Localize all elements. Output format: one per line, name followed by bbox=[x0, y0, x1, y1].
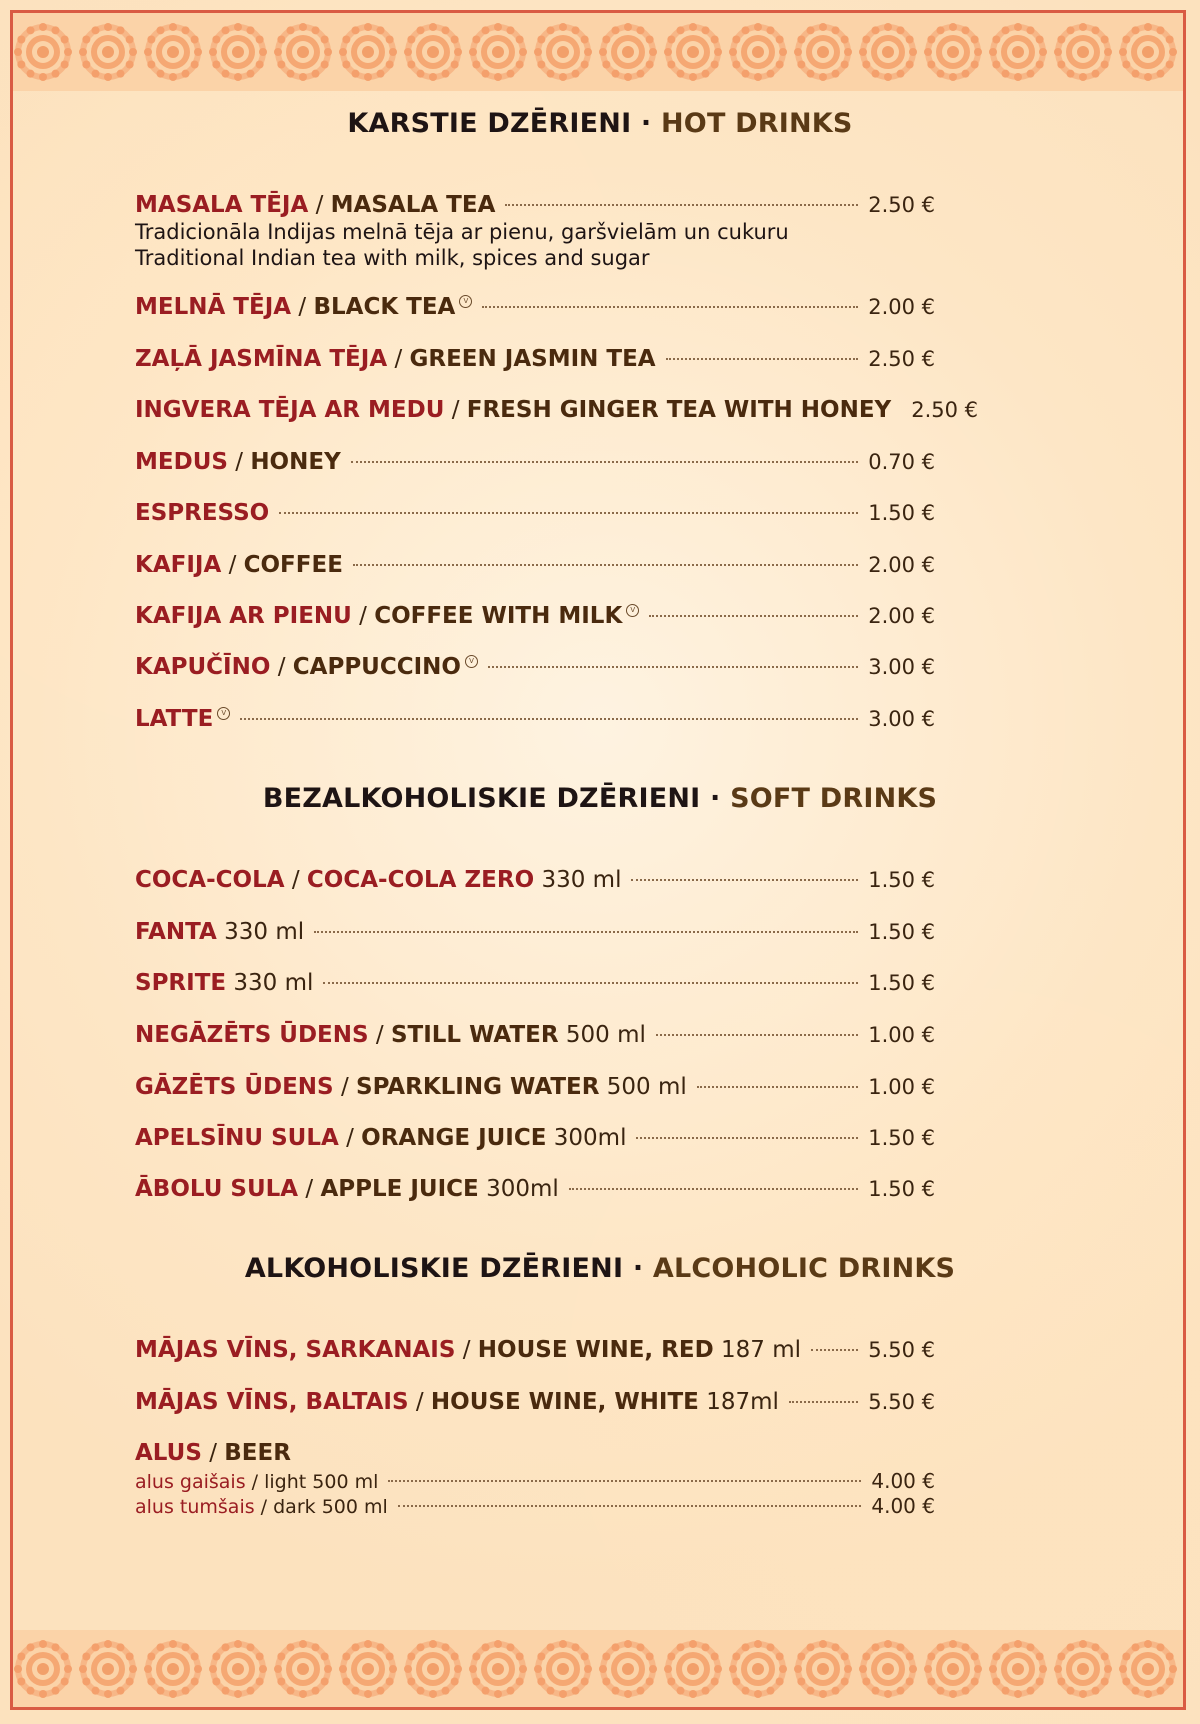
vegetarian-icon: V bbox=[626, 604, 639, 617]
item-name-en: STILL WATER bbox=[390, 1022, 559, 1048]
item-name-lv: APELSĪNU SULA bbox=[135, 1125, 339, 1151]
dot-leader bbox=[697, 1082, 858, 1088]
item-volume: 500 ml bbox=[312, 1471, 379, 1493]
item-volume: 300ml bbox=[553, 1125, 627, 1151]
item-price: 2.00 € bbox=[868, 604, 935, 628]
item-volume: 330 ml bbox=[224, 919, 305, 945]
item-price: 2.50 € bbox=[911, 398, 978, 422]
item-name-lv: COCA-COLA bbox=[135, 867, 285, 893]
item-name-lv: MĀJAS VĪNS, BALTAIS bbox=[135, 1389, 409, 1415]
section-heading-hot-drinks bbox=[0, 108, 1200, 139]
dot-leader bbox=[666, 354, 859, 360]
item-name-en: COFFEE bbox=[243, 552, 343, 578]
item-price: 2.00 € bbox=[868, 553, 935, 577]
dot-leader bbox=[505, 200, 858, 206]
item-volume: 187 ml bbox=[721, 1337, 802, 1363]
dot-leader bbox=[656, 1030, 858, 1036]
heading-separator: · bbox=[632, 1253, 644, 1284]
item-price: 1.50 € bbox=[868, 868, 935, 892]
dot-leader bbox=[649, 611, 858, 617]
menu-item-house-wine-white bbox=[135, 1389, 935, 1419]
item-price: 2.50 € bbox=[868, 193, 935, 217]
slash: / bbox=[375, 1022, 384, 1048]
slash: / bbox=[394, 346, 403, 372]
item-name-lv: ESPRESSO bbox=[135, 500, 270, 526]
menu-item-coca-cola bbox=[135, 867, 935, 897]
item-volume: 500 ml bbox=[606, 1074, 687, 1100]
vegetarian-icon: V bbox=[217, 707, 230, 720]
dot-leader bbox=[482, 302, 858, 308]
menu-item-espresso bbox=[135, 500, 935, 530]
item-price: 1.50 € bbox=[868, 920, 935, 944]
item-name-lv: SPRITE bbox=[135, 970, 227, 996]
dot-leader bbox=[351, 457, 858, 463]
dot-leader bbox=[569, 1184, 858, 1190]
slash: / bbox=[305, 1176, 314, 1202]
dot-leader bbox=[279, 508, 858, 514]
item-name-lv: MELNĀ TĒJA bbox=[135, 294, 292, 320]
menu-item-honey bbox=[135, 449, 935, 479]
dot-leader bbox=[488, 662, 858, 668]
menu-item-orange-juice bbox=[135, 1125, 935, 1155]
slash: / bbox=[251, 1471, 259, 1493]
item-price: 2.50 € bbox=[868, 347, 935, 371]
menu-item-coffee bbox=[135, 552, 935, 582]
item-name-lv: MĀJAS VĪNS, SARKANAIS bbox=[135, 1337, 456, 1363]
dot-leader bbox=[388, 1476, 861, 1482]
item-volume: 330 ml bbox=[541, 867, 622, 893]
item-price: 4.00 € bbox=[871, 1469, 935, 1493]
slash: / bbox=[209, 1440, 217, 1466]
item-price: 1.00 € bbox=[868, 1023, 935, 1047]
item-name-en: HOUSE WINE, WHITE bbox=[430, 1389, 699, 1415]
item-name-lv: LATTE bbox=[135, 706, 214, 732]
item-price: 1.50 € bbox=[868, 971, 935, 995]
item-name-en: BEER bbox=[224, 1440, 291, 1466]
slash: / bbox=[340, 1074, 349, 1100]
dot-leader bbox=[789, 1397, 858, 1403]
slash: / bbox=[359, 603, 367, 629]
item-price: 0.70 € bbox=[868, 450, 935, 474]
menu-item-latte bbox=[135, 706, 935, 736]
slash: / bbox=[291, 867, 300, 893]
item-volume: 187ml bbox=[706, 1389, 779, 1415]
heading-lv: ALKOHOLISKIE DZĒRIENI bbox=[244, 1253, 624, 1284]
menu-item-green-jasmin-tea bbox=[135, 346, 935, 376]
item-volume: 500 ml bbox=[321, 1496, 388, 1518]
slash: / bbox=[451, 397, 460, 423]
slash: / bbox=[315, 192, 324, 218]
variant-name-en: light bbox=[264, 1471, 307, 1493]
description-en: Traditional Indian tea with milk, spices and sugar bbox=[135, 246, 650, 270]
item-price: 1.50 € bbox=[868, 501, 935, 525]
item-name-lv: ĀBOLU SULA bbox=[135, 1176, 299, 1202]
item-name-en: GREEN JASMIN TEA bbox=[409, 346, 656, 372]
section-heading-soft-drinks bbox=[0, 783, 1200, 814]
menu-item-masala-tea bbox=[135, 192, 935, 222]
menu-item-beer bbox=[135, 1440, 935, 1470]
menu-item-house-wine-red bbox=[135, 1337, 935, 1367]
item-name-lv: NEGĀZĒTS ŪDENS bbox=[135, 1022, 369, 1048]
heading-separator: · bbox=[640, 108, 652, 139]
item-name-lv: ALUS bbox=[135, 1440, 202, 1466]
item-price: 1.00 € bbox=[868, 1075, 935, 1099]
variant-name-lv: alus gaišais bbox=[135, 1471, 246, 1493]
menu-item-sparkling-water bbox=[135, 1074, 935, 1104]
item-name-lv-alt: COCA-COLA ZERO bbox=[306, 867, 535, 893]
beer-variant-light bbox=[135, 1469, 935, 1495]
item-volume: 500 ml bbox=[565, 1022, 646, 1048]
heading-en: SOFT DRINKS bbox=[730, 783, 938, 814]
menu-item-still-water bbox=[135, 1022, 935, 1052]
variant-name-lv: alus tumšais bbox=[135, 1496, 255, 1518]
heading-lv: BEZALKOHOLISKIE DZĒRIENI bbox=[262, 783, 701, 814]
item-price: 5.50 € bbox=[868, 1390, 935, 1414]
item-price: 1.50 € bbox=[868, 1126, 935, 1150]
heading-lv: KARSTIE DZĒRIENI bbox=[347, 108, 632, 139]
vegetarian-icon: V bbox=[465, 655, 478, 668]
variant-name-en: dark bbox=[273, 1496, 316, 1518]
item-name-en: SPARKLING WATER bbox=[356, 1074, 600, 1100]
item-name-en: FRESH GINGER TEA WITH HONEY bbox=[466, 397, 892, 423]
dot-leader bbox=[323, 978, 858, 984]
dot-leader bbox=[240, 714, 858, 720]
dot-leader bbox=[631, 875, 858, 881]
item-price: 2.00 € bbox=[868, 295, 935, 319]
heading-en: ALCOHOLIC DRINKS bbox=[652, 1253, 956, 1284]
menu-item-sprite bbox=[135, 970, 935, 1000]
item-name-lv: INGVERA TĒJA AR MEDU bbox=[135, 397, 445, 423]
item-name-lv: FANTA bbox=[135, 919, 217, 945]
slash: / bbox=[346, 1125, 354, 1151]
item-name-lv: MEDUS bbox=[135, 449, 228, 475]
item-name-en: COFFEE WITH MILK bbox=[374, 603, 623, 629]
slash: / bbox=[277, 654, 286, 680]
item-name-en: CAPPUCCINO bbox=[292, 654, 461, 680]
item-volume: 300ml bbox=[486, 1176, 559, 1202]
item-name-lv: ZAĻĀ JASMĪNA TĒJA bbox=[135, 346, 388, 372]
item-name-en: HONEY bbox=[250, 449, 341, 475]
slash: / bbox=[462, 1337, 471, 1363]
beer-variant-dark bbox=[135, 1494, 935, 1520]
item-name-en: APPLE JUICE bbox=[320, 1176, 479, 1202]
item-price: 4.00 € bbox=[871, 1494, 935, 1518]
menu-item-cappuccino bbox=[135, 654, 935, 684]
item-name-en: MASALA TEA bbox=[330, 192, 496, 218]
vegetarian-icon: V bbox=[459, 295, 472, 308]
slash: / bbox=[415, 1389, 424, 1415]
item-price: 3.00 € bbox=[868, 655, 935, 679]
item-price: 5.50 € bbox=[868, 1338, 935, 1362]
dot-leader bbox=[636, 1133, 858, 1139]
menu-item-apple-juice bbox=[135, 1176, 935, 1206]
menu-item-ginger-tea bbox=[135, 397, 978, 427]
dot-leader bbox=[398, 1501, 862, 1507]
dot-leader bbox=[314, 927, 858, 933]
slash: / bbox=[260, 1496, 268, 1518]
item-name-lv: KAFIJA bbox=[135, 552, 222, 578]
item-name-en: BLACK TEA bbox=[313, 294, 456, 320]
menu-item-fanta bbox=[135, 919, 935, 949]
menu-item-coffee-with-milk bbox=[135, 603, 935, 633]
item-price: 3.00 € bbox=[868, 707, 935, 731]
slash: / bbox=[298, 294, 307, 320]
item-description bbox=[135, 219, 935, 271]
menu-item-black-tea bbox=[135, 294, 935, 324]
item-name-lv: GĀZĒTS ŪDENS bbox=[135, 1074, 334, 1100]
description-lv: Tradicionāla Indijas melnā tēja ar pienu, garšvielām un cukuru bbox=[135, 220, 789, 244]
dot-leader bbox=[353, 560, 858, 566]
item-price: 1.50 € bbox=[868, 1177, 935, 1201]
dot-leader bbox=[811, 1345, 858, 1351]
heading-en: HOT DRINKS bbox=[661, 108, 853, 139]
section-heading-alcoholic-drinks bbox=[0, 1253, 1200, 1284]
item-name-lv: KAFIJA AR PIENU bbox=[135, 603, 352, 629]
item-name-en: ORANGE JUICE bbox=[361, 1125, 547, 1151]
item-name-lv: KAPUČĪNO bbox=[135, 654, 271, 680]
item-name-en: HOUSE WINE, RED bbox=[477, 1337, 714, 1363]
item-volume: 330 ml bbox=[233, 970, 314, 996]
item-name-lv: MASALA TĒJA bbox=[135, 192, 309, 218]
heading-separator: · bbox=[710, 783, 721, 814]
slash: / bbox=[228, 552, 237, 578]
slash: / bbox=[235, 449, 243, 475]
